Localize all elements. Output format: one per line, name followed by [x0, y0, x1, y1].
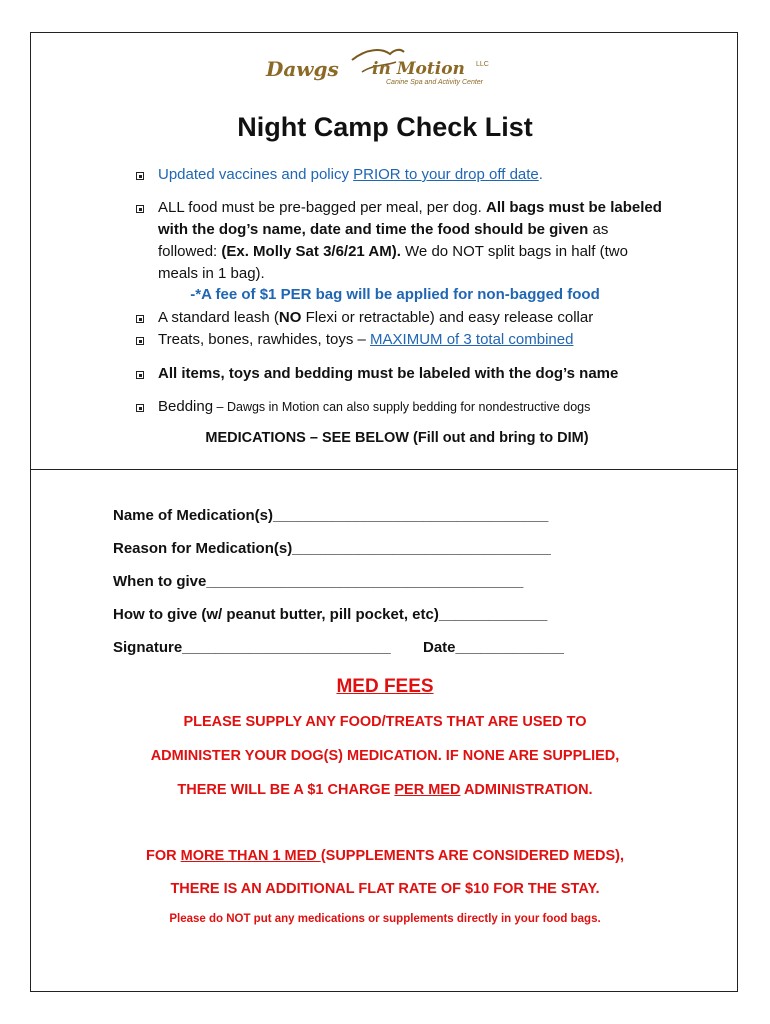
- med-fees-heading: MED FEES: [336, 676, 434, 697]
- logo-brand-right: in Motion: [372, 59, 465, 79]
- med-fees-line-2: ADMINISTER YOUR DOG(S) MEDICATION. IF NONE ARE SUPPLIED,: [150, 748, 620, 764]
- checklist-item-leash: A standard leash (NO Flexi or retractable) and easy release collar: [158, 309, 594, 326]
- checkbox-icon: [136, 205, 144, 213]
- med-fees-line-4: FOR MORE THAN 1 MED (SUPPLEMENTS ARE CONSIDERED MEDS),: [146, 848, 624, 864]
- checkbox-icon: [136, 404, 144, 412]
- checklist-item-treats: Treats, bones, rawhides, toys – MAXIMUM of 3 total combined: [158, 331, 574, 348]
- checklist-item-labels: All items, toys and bedding must be labeled with the dog’s name: [158, 365, 619, 382]
- medications-header: MEDICATIONS – SEE BELOW (Fill out and bring to DIM): [205, 430, 589, 446]
- medication-reason-field[interactable]: Reason for Medication(s)_______________________________: [113, 540, 551, 557]
- signature-field[interactable]: Signature_________________________: [113, 639, 391, 656]
- maximum-toys-text: MAXIMUM of 3 total combined: [370, 331, 574, 348]
- section-divider: [30, 469, 738, 470]
- checkbox-icon: [136, 337, 144, 345]
- company-logo: [262, 44, 502, 92]
- medication-name-field[interactable]: Name of Medication(s)_________________________________: [113, 507, 549, 524]
- bag-fee-note: -*A fee of $1 PER bag will be applied for non-bagged food: [190, 286, 600, 303]
- checklist-item-vaccines: Updated vaccines and policy PRIOR to your drop off date.: [158, 166, 543, 183]
- checklist-item-bedding: Bedding – Dawgs in Motion can also supply bedding for nondestructive dogs: [158, 398, 591, 415]
- date-field[interactable]: Date_____________: [423, 639, 564, 656]
- logo-brand-left: Dawgs: [266, 57, 339, 81]
- med-fees-note: Please do NOT put any medications or supplements directly in your food bags.: [169, 913, 601, 925]
- logo-llc: LLC: [476, 61, 489, 68]
- med-fees-line-3: THERE WILL BE A $1 CHARGE PER MED ADMINISTRATION.: [177, 782, 593, 798]
- logo-tagline: Canine Spa and Activity Center: [386, 79, 484, 86]
- checklist-item-food: ALL food must be pre-bagged per meal, per dog. All bags must be labeled with the dog’s name, date and time the food should be given as followed: (Ex. Molly Sat 3/6/21 AM). We do NOT split bags in half (two meals in 1 bag).: [158, 199, 662, 282]
- prior-drop-off-text: PRIOR to your drop off date: [353, 166, 539, 183]
- when-to-give-field[interactable]: When to give______________________________________: [113, 573, 524, 590]
- checkbox-icon: [136, 172, 144, 180]
- checkbox-icon: [136, 315, 144, 323]
- checkbox-icon: [136, 371, 144, 379]
- page-title: Night Camp Check List: [237, 112, 533, 142]
- med-fees-line-1: PLEASE SUPPLY ANY FOOD/TREATS THAT ARE USED TO: [183, 714, 587, 730]
- med-fees-line-5: THERE IS AN ADDITIONAL FLAT RATE OF $10 FOR THE STAY.: [170, 881, 600, 897]
- how-to-give-field[interactable]: How to give (w/ peanut butter, pill pocket, etc)_____________: [113, 606, 548, 623]
